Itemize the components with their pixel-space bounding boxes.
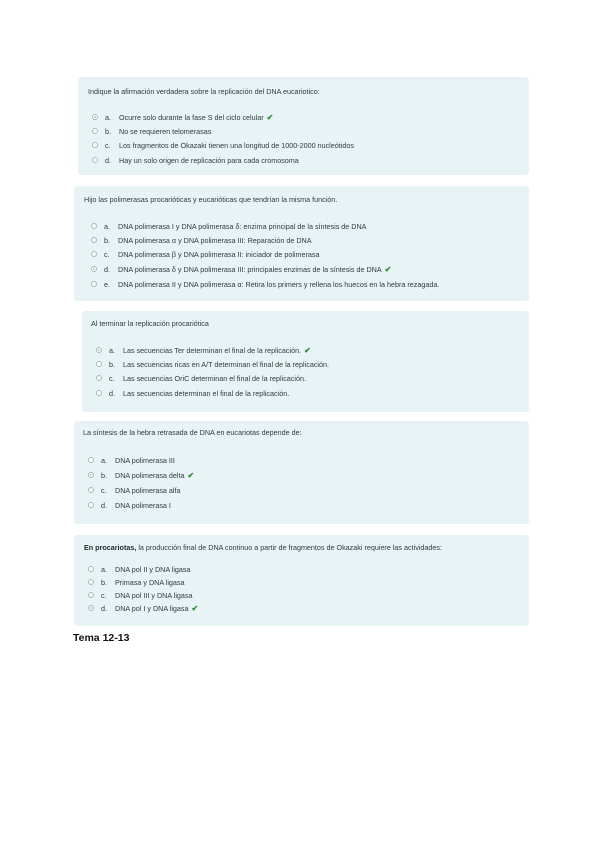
- option-letter: a.: [101, 564, 107, 574]
- option-a[interactable]: [88, 454, 175, 466]
- question-text-rest: la producción final de DNA continuo a partir de fragmentos de Okazaki requiere las actividades:: [136, 543, 442, 552]
- option-letter: d.: [101, 603, 107, 613]
- radio-button[interactable]: [88, 502, 94, 508]
- option-text: DNA polimerasa I: [115, 500, 171, 510]
- section-heading: Tema 12-13: [73, 632, 130, 644]
- option-text: DNA polimerasa II y DNA polimerasa α: Retira los primers y rellena los huecos en la hebra rezagada.: [118, 279, 440, 289]
- option-a[interactable]: [91, 220, 366, 232]
- option-c[interactable]: [88, 484, 181, 496]
- radio-button[interactable]: [92, 114, 98, 120]
- option-letter: b.: [109, 359, 115, 369]
- option-d[interactable]: [96, 387, 289, 399]
- question-card-5: [74, 535, 529, 626]
- question-card-1: [78, 77, 529, 175]
- option-b[interactable]: [91, 234, 312, 246]
- radio-button[interactable]: [88, 579, 94, 585]
- option-text: DNA pol III y DNA ligasa: [115, 590, 193, 600]
- option-a[interactable]: [88, 563, 191, 575]
- question-text: La síntesis de la hebra retrasada de DNA en eucariotas depende de:: [83, 428, 302, 437]
- option-text: Primasa y DNA ligasa: [115, 577, 185, 587]
- option-text: DNA pol I y DNA ligasa: [115, 603, 189, 613]
- option-letter: a.: [105, 112, 111, 122]
- option-letter: c.: [101, 590, 107, 600]
- option-letter: c.: [105, 140, 111, 150]
- option-text: DNA polimerasa III: [115, 455, 175, 465]
- option-text: No se requieren telomerasas: [119, 126, 212, 136]
- option-letter: d.: [109, 388, 115, 398]
- option-a[interactable]: [92, 111, 273, 123]
- option-text: DNA polimerasa β y DNA polimerasa II: iniciador de polimerasa: [118, 249, 320, 259]
- option-letter: d.: [105, 155, 111, 165]
- option-text: DNA pol II y DNA ligasa: [115, 564, 191, 574]
- option-b[interactable]: [92, 125, 211, 137]
- radio-button[interactable]: [88, 457, 94, 463]
- check-icon: ✔: [187, 470, 195, 480]
- option-e[interactable]: [91, 278, 439, 290]
- radio-button[interactable]: [91, 237, 97, 243]
- check-icon: ✔: [191, 603, 199, 613]
- radio-button[interactable]: [91, 223, 97, 229]
- radio-button[interactable]: [91, 281, 97, 287]
- option-d[interactable]: [88, 499, 171, 511]
- question-card-4: [74, 421, 529, 524]
- option-b[interactable]: [88, 469, 194, 481]
- option-text: DNA polimerasa delta: [115, 470, 185, 480]
- option-c[interactable]: [96, 372, 306, 384]
- option-text: DNA polimerasa α y DNA polimerasa III: Reparación de DNA: [118, 235, 312, 245]
- option-letter: a.: [104, 221, 110, 231]
- option-c[interactable]: [91, 248, 319, 260]
- option-text: Las secuencias ricas en A/T determinan el final de la replicación.: [123, 359, 330, 369]
- option-text: DNA polimerasa alfa: [115, 485, 181, 495]
- option-text: Las secuencias Ter determinan el final de la replicación.: [123, 345, 302, 355]
- radio-button[interactable]: [96, 361, 102, 367]
- radio-button[interactable]: [92, 128, 98, 134]
- option-text: Hay un solo origen de replicación para cada cromosoma: [119, 155, 299, 165]
- option-letter: a.: [101, 455, 107, 465]
- option-a[interactable]: [96, 344, 311, 356]
- radio-button[interactable]: [88, 605, 94, 611]
- radio-button[interactable]: [88, 566, 94, 572]
- option-text: Ocurre solo durante la fase S del ciclo celular: [119, 112, 264, 122]
- option-letter: c.: [109, 373, 115, 383]
- question-text: Indique la afirmación verdadera sobre la replicación del DNA eucariotico:: [88, 87, 320, 96]
- question-text: [84, 543, 442, 552]
- check-icon: ✔: [266, 112, 274, 122]
- option-text: Las secuencias determinan el final de la replicación.: [123, 388, 290, 398]
- option-d[interactable]: [88, 602, 198, 614]
- radio-button[interactable]: [88, 472, 94, 478]
- radio-button[interactable]: [92, 142, 98, 148]
- radio-button[interactable]: [96, 390, 102, 396]
- option-letter: b.: [104, 235, 110, 245]
- question-text: Hijo las polimerasas procarióticas y eucarióticas que tendrían la misma función.: [84, 195, 338, 204]
- question-text-bold: En procariotas,: [84, 543, 137, 552]
- question-card-3: [82, 311, 529, 412]
- option-letter: a.: [109, 345, 115, 355]
- option-letter: b.: [101, 577, 107, 587]
- option-d[interactable]: [92, 154, 299, 166]
- option-letter: b.: [105, 126, 111, 136]
- option-letter: b.: [101, 470, 107, 480]
- option-letter: e.: [104, 279, 110, 289]
- option-letter: d.: [104, 264, 110, 274]
- option-b[interactable]: [88, 576, 185, 588]
- radio-button[interactable]: [96, 347, 102, 353]
- question-text: Al terminar la replicación procariótica: [91, 319, 209, 328]
- radio-button[interactable]: [88, 487, 94, 493]
- option-text: Las secuencias OriC determinan el final de la replicación.: [123, 373, 306, 383]
- option-c[interactable]: [92, 139, 354, 151]
- option-text: Los fragmentos de Okazaki tienen una longitud de 1000-2000 nucleótidos: [119, 140, 354, 150]
- radio-button[interactable]: [96, 375, 102, 381]
- check-icon: ✔: [384, 264, 392, 274]
- option-letter: d.: [101, 500, 107, 510]
- check-icon: ✔: [304, 345, 311, 355]
- option-b[interactable]: [96, 358, 329, 370]
- radio-button[interactable]: [92, 157, 98, 163]
- radio-button[interactable]: [88, 592, 94, 598]
- radio-button[interactable]: [91, 251, 97, 257]
- option-letter: c.: [101, 485, 107, 495]
- option-text: DNA polimerasa I y DNA polimerasa δ: enzima principal de la síntesis de DNA: [118, 221, 367, 231]
- option-c[interactable]: [88, 589, 193, 601]
- option-text: DNA polimerasa δ y DNA polimerasa III: principales enzimas de la síntesis de DNA: [118, 264, 382, 274]
- radio-button[interactable]: [91, 266, 97, 272]
- option-d[interactable]: [91, 263, 391, 275]
- option-letter: c.: [104, 249, 110, 259]
- question-card-2: [74, 186, 529, 301]
